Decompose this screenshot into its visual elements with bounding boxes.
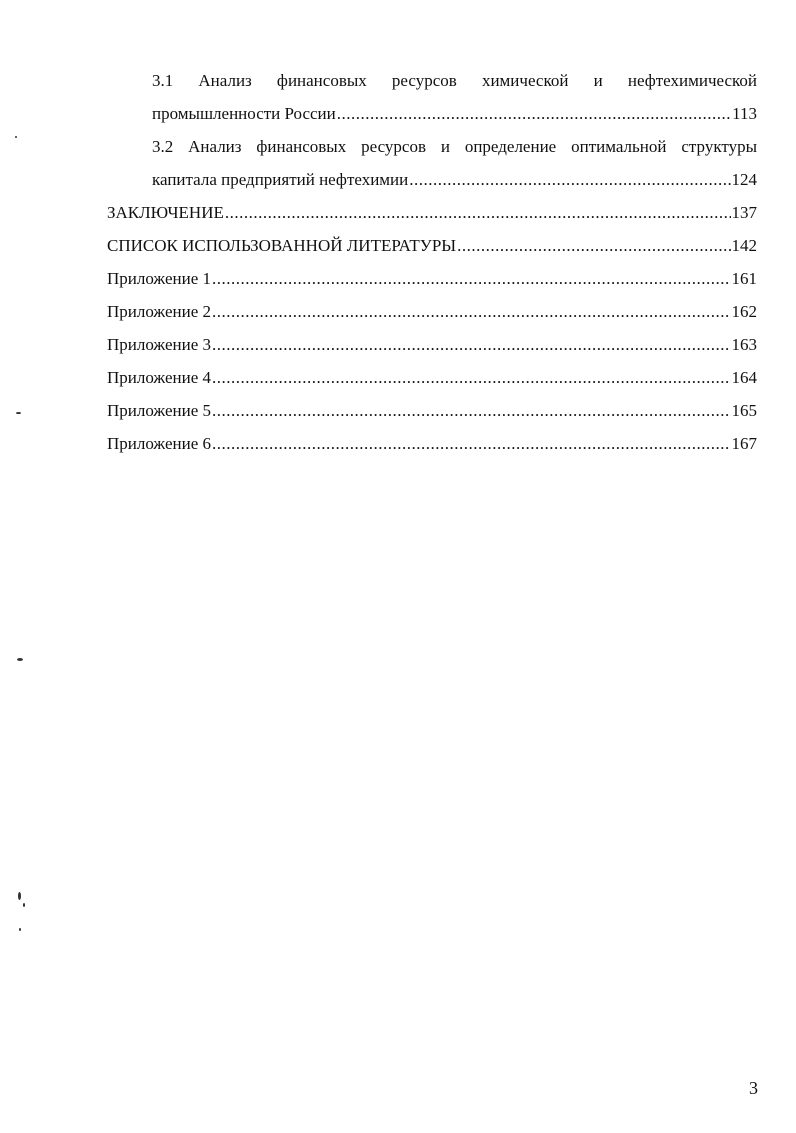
toc-entry-conclusion[interactable] — [107, 196, 757, 229]
toc-entry-appendix-2[interactable] — [107, 295, 757, 328]
toc-entry-3-2[interactable] — [107, 163, 757, 196]
toc-page-number: 165 — [731, 401, 757, 420]
scan-speck — [16, 412, 21, 414]
dot-leader — [212, 295, 731, 328]
toc-entry-3-1[interactable] — [107, 97, 757, 130]
toc-page-number: 164 — [731, 368, 757, 387]
toc-entry-label: Приложение 3 — [107, 335, 211, 354]
toc-page-number: 124 — [731, 170, 757, 189]
toc-entry-label: Приложение 6 — [107, 434, 211, 453]
toc-entry-appendix-4[interactable] — [107, 361, 757, 394]
dot-leader — [457, 229, 730, 262]
toc-page-number: 113 — [732, 104, 757, 123]
toc-page-number: 163 — [731, 335, 757, 354]
toc-entry-label: СПИСОК ИСПОЛЬЗОВАННОЙ ЛИТЕРАТУРЫ — [107, 236, 457, 255]
scan-speck — [23, 903, 25, 907]
dot-leader — [225, 196, 731, 229]
scan-speck — [19, 928, 21, 931]
toc-entry-label: Приложение 2 — [107, 302, 211, 321]
dot-leader — [212, 427, 731, 460]
table-of-contents — [107, 64, 757, 460]
toc-entry-label: Приложение 1 — [107, 269, 211, 288]
scan-speck — [17, 658, 23, 661]
toc-entry-3-2-line1 — [107, 130, 757, 163]
dot-leader — [212, 262, 731, 295]
dot-leader — [212, 394, 731, 427]
toc-entry-label: 3.2 Анализ финансовых ресурсов и определение оптимальной структуры — [152, 137, 757, 156]
toc-entry-appendix-6[interactable] — [107, 427, 757, 460]
scan-speck — [18, 892, 21, 900]
toc-page-number: 161 — [731, 269, 757, 288]
toc-page-number: 167 — [731, 434, 757, 453]
toc-entry-label: капитала предприятий нефтехимии — [152, 170, 409, 189]
toc-page-number: 142 — [731, 236, 757, 255]
toc-page-number: 137 — [731, 203, 757, 222]
toc-entry-appendix-5[interactable] — [107, 394, 757, 427]
toc-entry-3-1-line1 — [107, 64, 757, 97]
scan-speck — [15, 136, 17, 138]
toc-page-number: 162 — [731, 302, 757, 321]
dot-leader — [212, 328, 731, 361]
toc-entry-label: 3.1 Анализ финансовых ресурсов химической и нефтехимической — [152, 71, 757, 90]
toc-entry-label: Приложение 4 — [107, 368, 211, 387]
toc-entry-label: Приложение 5 — [107, 401, 211, 420]
toc-entry-label: ЗАКЛЮЧЕНИЕ — [107, 203, 224, 222]
toc-entry-label: промышленности России — [152, 104, 336, 123]
dot-leader — [212, 361, 731, 394]
dot-leader — [409, 163, 730, 196]
toc-entry-references[interactable] — [107, 229, 757, 262]
toc-entry-appendix-1[interactable] — [107, 262, 757, 295]
toc-entry-appendix-3[interactable] — [107, 328, 757, 361]
page-number: 3 — [749, 1078, 758, 1098]
dot-leader — [337, 97, 731, 130]
